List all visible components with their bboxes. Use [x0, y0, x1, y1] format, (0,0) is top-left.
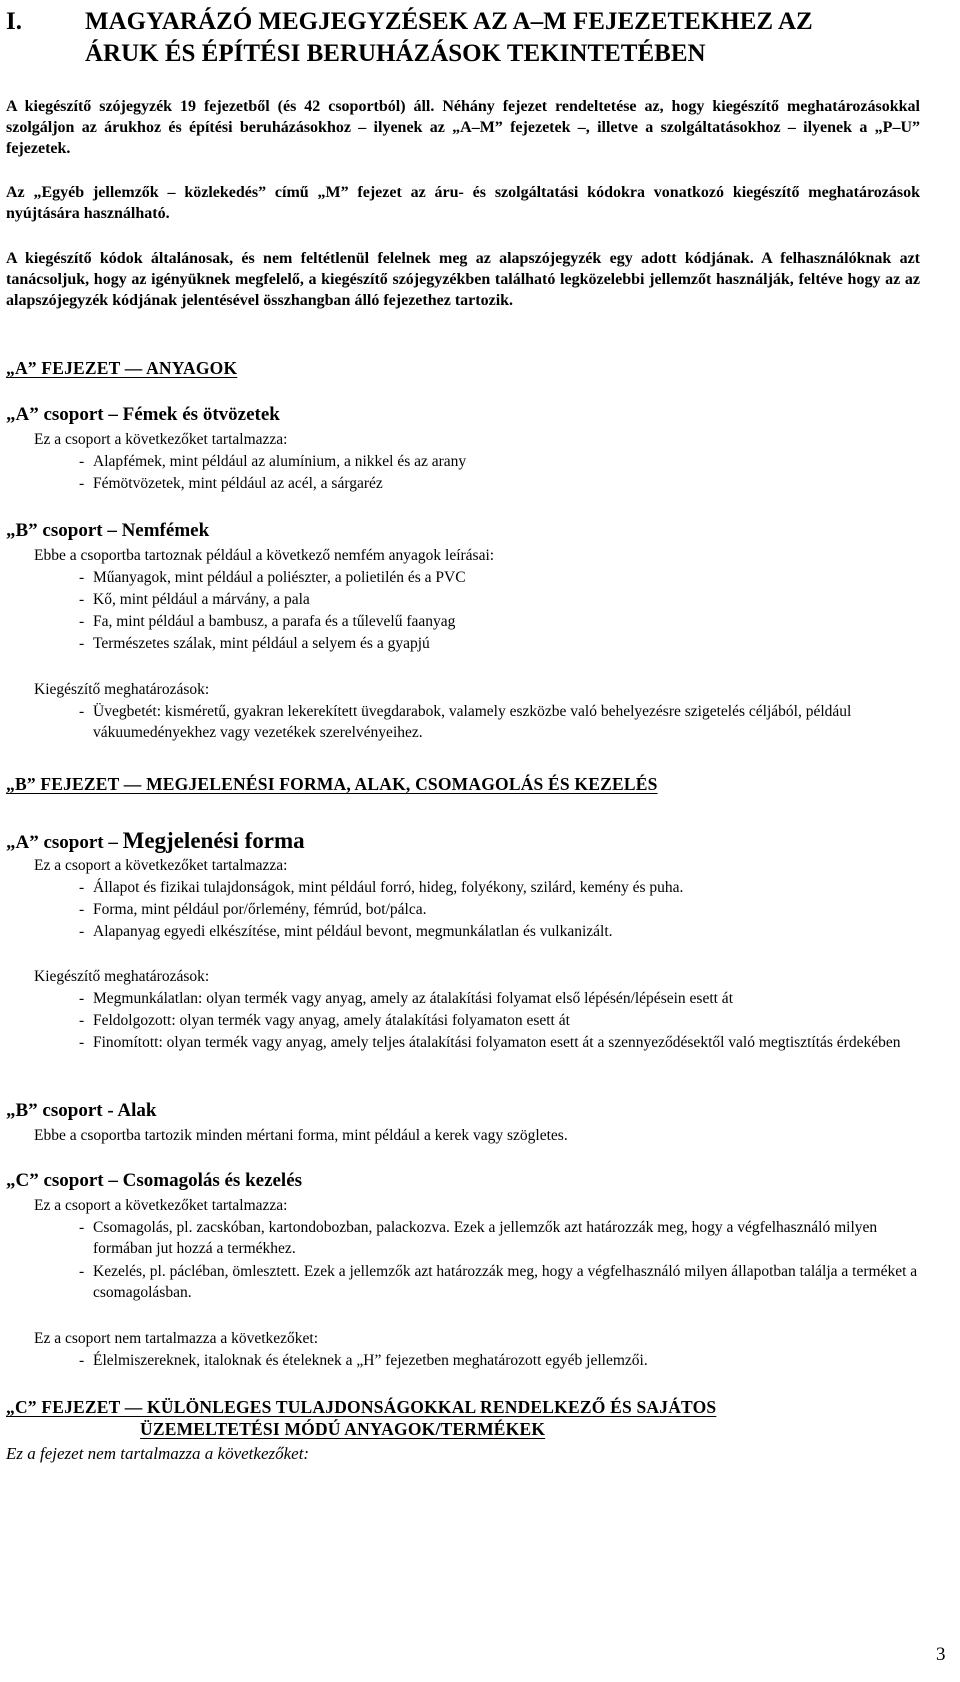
intro-paragraph-2: Az „Egyéb jellemzők – közlekedés” című „M” fejezet az áru- és szolgáltatási kódokra vonatkozó kiegészítő meghatározások nyújtására használható. — [6, 184, 920, 222]
chapter-b-group-a-extra-label: Kiegészítő meghatározások: — [34, 968, 210, 985]
chapter-a-title: „A” FEJEZET — ANYAGOK — [6, 358, 238, 378]
list-item: - Természetes szálak, mint például a selyem és a gyapjú — [79, 635, 430, 652]
chapter-a-group-b-intro: Ebbe a csoportba tartoznak például a következő nemfém anyagok leírásai: — [34, 547, 495, 564]
chapter-c-intro: Ez a fejezet nem tartalmazza a következőket: — [6, 1444, 310, 1463]
chapter-b-group-b-heading: „B” csoport - Alak — [6, 1100, 157, 1121]
chapter-c-title-line-2: ÜZEMELTETÉSI MÓDÚ ANYAGOK/TERMÉKEK — [140, 1419, 546, 1439]
chapter-a-group-a-intro: Ez a csoport a következőket tartalmazza: — [34, 431, 288, 448]
chapter-b-group-c-heading: „C” csoport – Csomagolás és kezelés — [6, 1170, 303, 1191]
list-item: - Forma, mint például por/őrlemény, fémrúd, bot/pálca. — [79, 901, 427, 918]
list-item: - Feldolgozott: olyan termék vagy anyag, amely átalakítási folyamaton esett át — [79, 1012, 570, 1029]
chapter-a-group-b-heading: „B” csoport – Nemfémek — [6, 520, 210, 541]
list-item: - Csomagolás, pl. zacskóban, kartondobozban, palackozva. Ezek a jellemzők azt határozzák meg, hogy a végfelhasználó milyen formában jut hozzá a termékhez. — [79, 1219, 878, 1257]
chapter-b-group-b-intro: Ebbe a csoportba tartozik minden mértani forma, mint például a kerek vagy szögletes. — [34, 1127, 568, 1144]
chapter-b-group-c-intro: Ez a csoport a következőket tartalmazza: — [34, 1197, 288, 1214]
section-number: I. — [6, 8, 22, 35]
list-item: - Alapanyag egyedi elkészítése, mint például bevont, megmunkálatlan és vulkanizált. — [79, 923, 613, 940]
chapter-b-title: „B” FEJEZET — MEGJELENÉSI FORMA, ALAK, CSOMAGOLÁS ÉS KEZELÉS — [6, 774, 658, 794]
intro-paragraph-1: A kiegészítő szójegyzék 19 fejezetből (és 42 csoportból) áll. Néhány fejezet rendeltetése az, hogy kiegészítő meghatározásokkal szolgáljon az árukhoz és építési beruházásokhoz – ilyenek az „A–M” fejezetek –, illetve a szolgáltatásokhoz – ilyenek a „P–U” fejezetek. — [6, 98, 920, 157]
list-item: - Kezelés, pl. pácléban, ömlesztett. Ezek a jellemzők azt határozzák meg, hogy a végfelhasználó milyen állapotban találja a terméket a csomagolásban. — [79, 1263, 918, 1301]
list-item: - Fémötvözetek, mint például az acél, a sárgaréz — [79, 475, 383, 492]
chapter-b-group-a-heading: „A” csoport – Megjelenési forma — [6, 828, 305, 853]
list-item: - Állapot és fizikai tulajdonságok, mint például forró, hideg, folyékony, szilárd, kemény és puha. — [79, 879, 684, 896]
intro-paragraph-3: A kiegészítő kódok általánosak, és nem feltétlenül felelnek meg az alapszójegyzék egy adott kódjának. A felhasználóknak azt tanácsoljuk, hogy az igényüknek megfelelő, a kiegészítő szójegyzékben található legközelebbi jellemzőt használják, feltéve hogy az az alapszójegyzék kódjának jelentésével összhangban álló fejezethez tartozik. — [6, 250, 920, 309]
list-item: - Élelmiszereknek, italoknak és ételeknek a „H” fejezetben meghatározott egyéb jellemzői. — [79, 1352, 648, 1369]
chapter-c-title — [6, 1396, 926, 1440]
chapter-a-group-b-extra-label: Kiegészítő meghatározások: — [34, 681, 210, 698]
list-item: - Alapfémek, mint például az alumínium, a nikkel és az arany — [79, 453, 467, 470]
list-item: - Finomított: olyan termék vagy anyag, amely teljes átalakítási folyamaton esett át a szennyeződésektől való megtisztítás érdekében — [79, 1034, 901, 1051]
chapter-a-group-a-heading: „A” csoport – Fémek és ötvözetek — [6, 404, 280, 425]
list-item: - Megmunkálatlan: olyan termék vagy anyag, amely az átalakítási folyamat első lépésén/lépésein esett át — [79, 990, 733, 1007]
list-item: - Kő, mint például a márvány, a pala — [79, 591, 310, 608]
section-title-line-1: MAGYARÁZÓ MEGJEGYZÉSEK AZ A–M FEJEZETEKHEZ AZ — [85, 8, 813, 35]
section-title — [85, 6, 925, 70]
section-title-line-2: ÁRUK ÉS ÉPÍTÉSI BERUHÁZÁSOK TEKINTETÉBEN — [85, 40, 706, 67]
chapter-b-group-a-intro: Ez a csoport a következőket tartalmazza: — [34, 857, 288, 874]
list-item: - Üvegbetét: kisméretű, gyakran lekerekített üvegdarabok, valamely eszközbe való behelyezésre szigetelés céljából, például vákuumedényekhez vagy vezetékek szerelvényeihez. — [79, 703, 852, 741]
chapter-c-title-line-1: „C” FEJEZET — KÜLÖNLEGES TULAJDONSÁGOKKAL RENDELKEZŐ ÉS SAJÁTOS — [6, 1397, 717, 1417]
page-number: 3 — [936, 1644, 946, 1665]
list-item: - Műanyagok, mint például a poliészter, a polietilén és a PVC — [79, 569, 466, 586]
list-item: - Fa, mint például a bambusz, a parafa és a tűlevelű faanyag — [79, 613, 456, 630]
chapter-b-group-c-excl-label: Ez a csoport nem tartalmazza a következőket: — [34, 1330, 319, 1347]
